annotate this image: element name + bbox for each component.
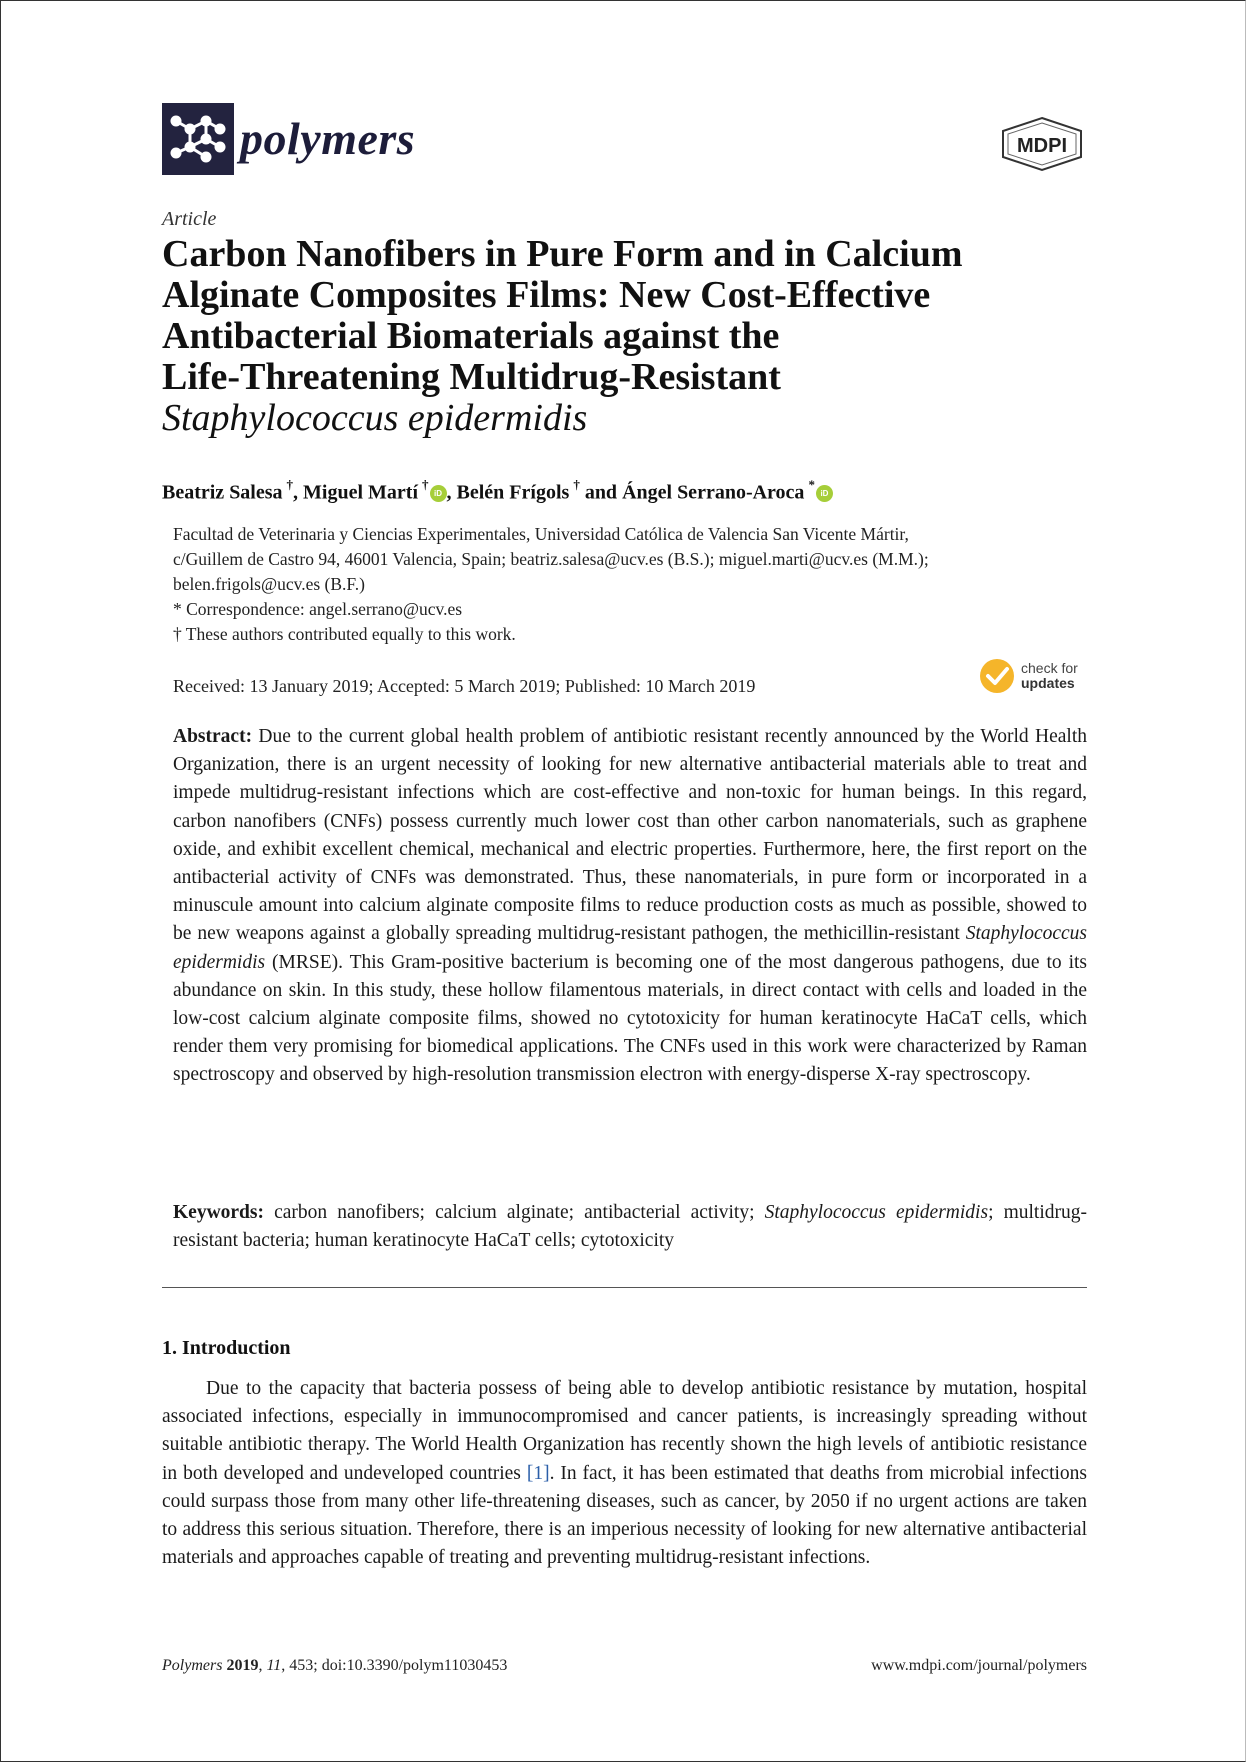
equal-contribution-note: † These authors contributed equally to this work. <box>173 624 516 644</box>
author-mark: † <box>422 477 429 492</box>
publisher-name: MDPI <box>1017 135 1067 157</box>
citation-link[interactable]: [1] <box>526 1462 550 1484</box>
abstract-label: Abstract: <box>173 726 253 747</box>
keywords-text: carbon nanofibers; calcium alginate; antibacterial activity; <box>264 1202 765 1223</box>
footer-year: 2019 <box>226 1657 259 1674</box>
polymers-molecule-icon <box>162 103 234 175</box>
keywords <box>173 1199 1087 1255</box>
check-updates-line: check for <box>1021 660 1078 676</box>
orcid-icon[interactable]: iD <box>430 485 447 502</box>
article-type: Article <box>162 208 217 230</box>
affiliation-line: belen.frigols@ucv.es (B.F.) <box>173 574 365 594</box>
author-mark: † <box>286 477 294 492</box>
footer-url[interactable]: www.mdpi.com/journal/polymers <box>871 1657 1087 1674</box>
author-name: Beatriz Salesa <box>162 481 283 504</box>
section-divider <box>162 1287 1087 1288</box>
check-updates-line: updates <box>1021 675 1075 691</box>
abstract-text: Due to the current global health problem of antibiotic resistant recently announced by the World Health Organization, there is an urgent necessity of looking for new alternative antibacterial materials able to treat and impede multidrug-resistant infections which are cost-effective and non-toxic for human beings. In this regard, carbon nanofibers (CNFs) possess currently much lower cost than other carbon nanomaterials, such as graphene oxide, and exhibit excellent chemical, mechanical and electric properties. Furthermore, here, the first report on the antibacterial activity of CNFs was demonstrated. Thus, these nanomaterials, in pure form or incorporated in a minuscule amount into calcium alginate composite films to reduce production costs as much as possible, showed to be new weapons against a globally spreading multidrug-resistant pathogen, the methicillin-resistant <box>173 726 1087 945</box>
keywords-label: Keywords: <box>173 1202 264 1223</box>
affiliation-line: Facultad de Veterinaria y Ciencias Experimentales, Universidad Católica de Valencia San Vicente Mártir, <box>173 524 909 544</box>
footer-doi: , 453; doi:10.3390/polym11030453 <box>281 1657 508 1674</box>
publisher-logo <box>997 115 1087 178</box>
author-separator: and <box>579 481 623 504</box>
check-updates-text <box>1021 661 1078 691</box>
keywords-text: ; multidrug-resistant bacteria; human keratinocyte HaCaT cells; cytotoxicity <box>173 1202 1087 1252</box>
keywords-species: Staphylococcus epidermidis <box>764 1202 989 1223</box>
author-separator: , <box>293 481 304 504</box>
checkmark-badge-icon <box>979 658 1015 694</box>
article-title <box>162 234 1102 439</box>
correspondence-line: * Correspondence: angel.serrano@ucv.es <box>173 599 463 619</box>
title-line: Carbon Nanofibers in Pure Form and in Calcium <box>162 233 963 275</box>
footer-volume: 11 <box>266 1657 282 1674</box>
title-line: Alginate Composites Films: New Cost-Effective <box>162 274 931 316</box>
intro-text: . In fact, it has been estimated that deaths from microbial infections could surpass those from many other life-threatening diseases, such as cancer, by 2050 if no urgent actions are taken to address this serious situation. Therefore, there is an imperious necessity of looking for new alternative antibacterial materials and approaches capable of treating and preventing multidrug-resistant infections. <box>162 1462 1087 1569</box>
journal-name: polymers <box>240 113 416 164</box>
affiliation-line: c/Guillem de Castro 94, 46001 Valencia, Spain; beatriz.salesa@ucv.es (B.S.); miguel.marti@ucv.es (M.M.); <box>173 549 929 569</box>
author-name: Belén Frígols <box>456 481 570 504</box>
title-line: Antibacterial Biomaterials against the <box>162 315 780 357</box>
author-mark: * <box>808 477 815 492</box>
check-for-updates-badge[interactable] <box>979 658 1078 694</box>
introduction-paragraph <box>162 1375 1087 1572</box>
author-name: Miguel Martí <box>303 481 419 504</box>
footer-journal: Polymers <box>162 1657 223 1674</box>
orcid-icon[interactable]: iD <box>816 485 833 502</box>
abstract-species: Staphylococcus epidermidis <box>173 923 1087 973</box>
title-line-italic: Staphylococcus epidermidis <box>162 397 588 439</box>
mdpi-logo-icon <box>997 115 1087 173</box>
publication-dates: Received: 13 January 2019; Accepted: 5 March 2019; Published: 10 March 2019 <box>173 676 756 696</box>
author-list <box>162 479 1122 505</box>
author-mark: † <box>573 477 580 492</box>
author-separator: , <box>446 481 457 504</box>
title-line: Life-Threatening Multidrug-Resistant <box>162 356 781 398</box>
footer-citation: Polymers 2019, 11, 453; doi:10.3390/polym11030453 <box>162 1657 508 1674</box>
section-heading: 1. Introduction <box>162 1337 291 1359</box>
author-name: Ángel Serrano-Aroca <box>622 481 805 504</box>
intro-text: Due to the capacity that bacteria possess of being able to develop antibiotic resistance by mutation, hospital associated infections, especially in immunocompromised and cancer patients, is increasingly spreading without suitable antibiotic therapy. The World Health Organization has recently shown the high levels of antibiotic resistance in both developed and undeveloped countries <box>162 1378 1087 1484</box>
abstract <box>173 723 1087 1090</box>
journal-logo <box>162 103 415 175</box>
affiliation-block <box>173 522 1113 647</box>
abstract-text: (MRSE). This Gram-positive bacterium is becoming one of the most dangerous pathogens, due to its abundance on skin. In this study, these hollow filamentous materials, in direct contact with cells and loaded in the low-cost calcium alginate composite films, showed no cytotoxicity for human keratinocyte HaCaT cells, which render them very promising for biomedical applications. The CNFs used in this work were characterized by Raman spectroscopy and observed by high-resolution transmission electron with energy-disperse X-ray spectroscopy. <box>173 951 1087 1086</box>
